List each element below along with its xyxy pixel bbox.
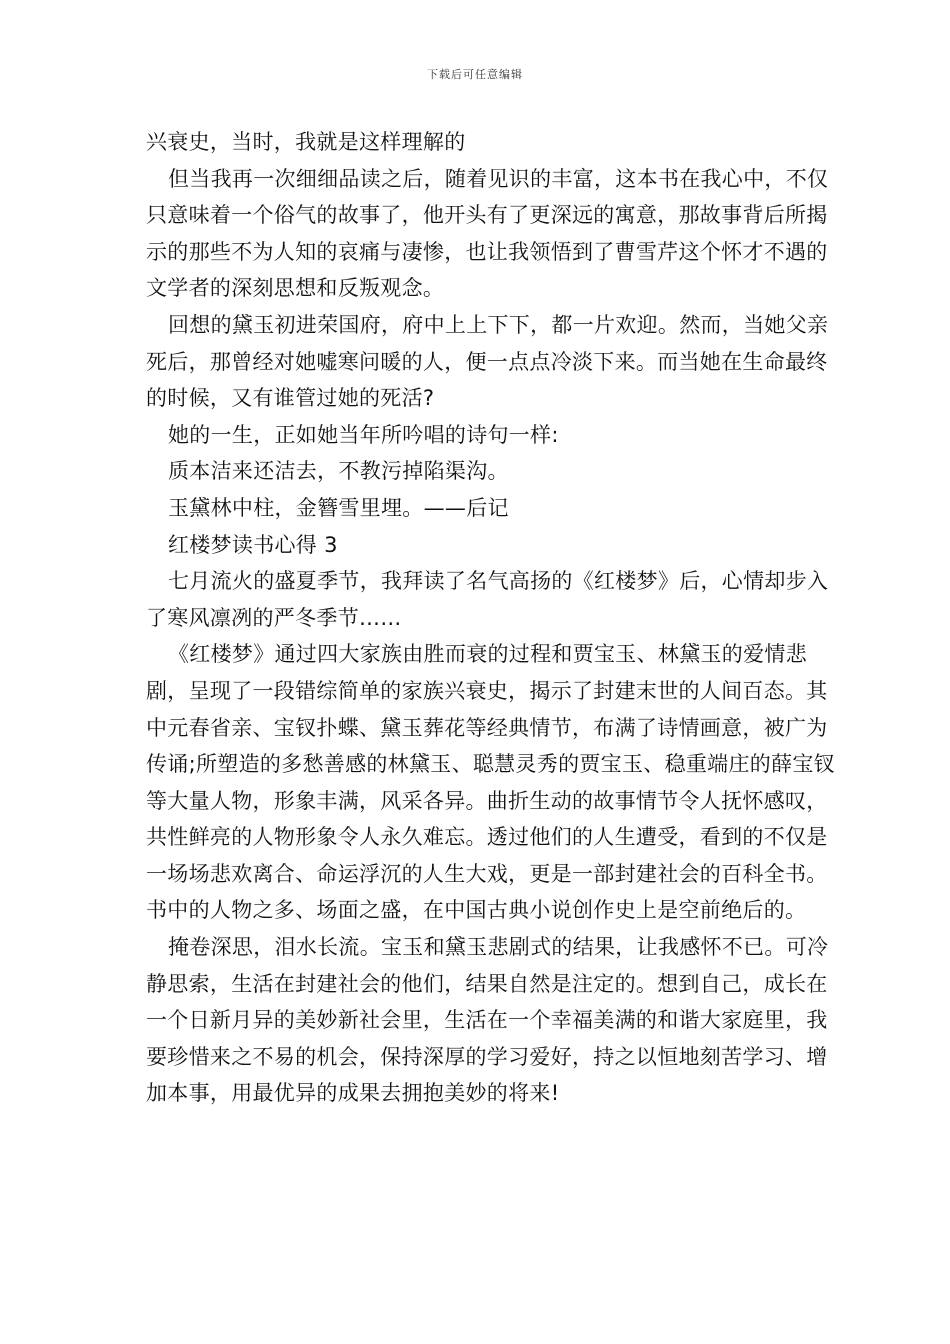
paragraph-continuation: 兴衰史，当时，我就是这样理解的 <box>146 130 466 154</box>
paragraph: 掩卷深思，泪水长流。宝玉和黛玉悲剧式的结果，让我感怀不已。可冷静思索，生活在封建社会的他们，结果自然是注定的。想到自己，成长在一个日新月异的美妙新社会里，生活在一个幸福美满的和谐大家庭里，我要珍惜来之不易的机会，保持深厚的学习爱好，持之以恒地刻苦学习、增加本事，用最优异的成果去拥抱美妙的将来! <box>146 935 829 1106</box>
paragraph: 七月流火的盛夏季节，我拜读了名气高扬的《红楼梦》后，心情却步入了寒风凛冽的严冬季节…… <box>146 569 829 630</box>
document-body <box>146 124 836 1112</box>
poem-line: 质本洁来还洁去，不教污掉陷渠沟。 <box>168 459 509 484</box>
poem-line: 玉黛林中柱，金簪雪里埋。——后记 <box>168 495 509 520</box>
paragraph: 她的一生，正如她当年所吟唱的诗句一样: <box>168 422 559 447</box>
paragraph: 《红楼梦》通过四大家族由胜而衰的过程和贾宝玉、林黛玉的爱情悲剧，呈现了一段错综简单的家族兴衰史，揭示了封建末世的人间百态。其中元春省亲、宝钗扑蝶、黛玉葬花等经典情节，布满了诗情画意，被广为传诵;所塑造的多愁善感的林黛玉、聪慧灵秀的贾宝玉、稳重端庄的薛宝钗等大量人物，形象丰满，风采各异。曲折生动的故事情节令人抚怀感叹，共性鲜亮的人物形象令人永久难忘。透过他们的人生遭受，看到的不仅是一场场悲欢离合、命运浮沉的人生大戏，更是一部封建社会的百科全书。书中的人物之多、场面之盛，在中国古典小说创作史上是空前绝后的。 <box>146 642 835 923</box>
paragraph: 回想的黛玉初进荣国府，府中上上下下，都一片欢迎。然而，当她父亲死后，那曾经对她嘘寒问暖的人，便一点点冷淡下来。而当她在生命最终的时候，又有谁管过她的死活? <box>146 312 829 411</box>
page-header: 下载后可任意编辑 <box>427 68 523 81</box>
section-title: 红楼梦读书心得 3 <box>168 532 338 557</box>
paragraph: 但当我再一次细细品读之后，随着见识的丰富，这本书在我心中，不仅只意味着一个俗气的故事了，他开头有了更深远的寓意，那故事背后所揭示的那些不为人知的哀痛与凄惨，也让我领悟到了曹雪芹这个怀才不遇的文学者的深刻思想和反叛观念。 <box>146 166 829 301</box>
